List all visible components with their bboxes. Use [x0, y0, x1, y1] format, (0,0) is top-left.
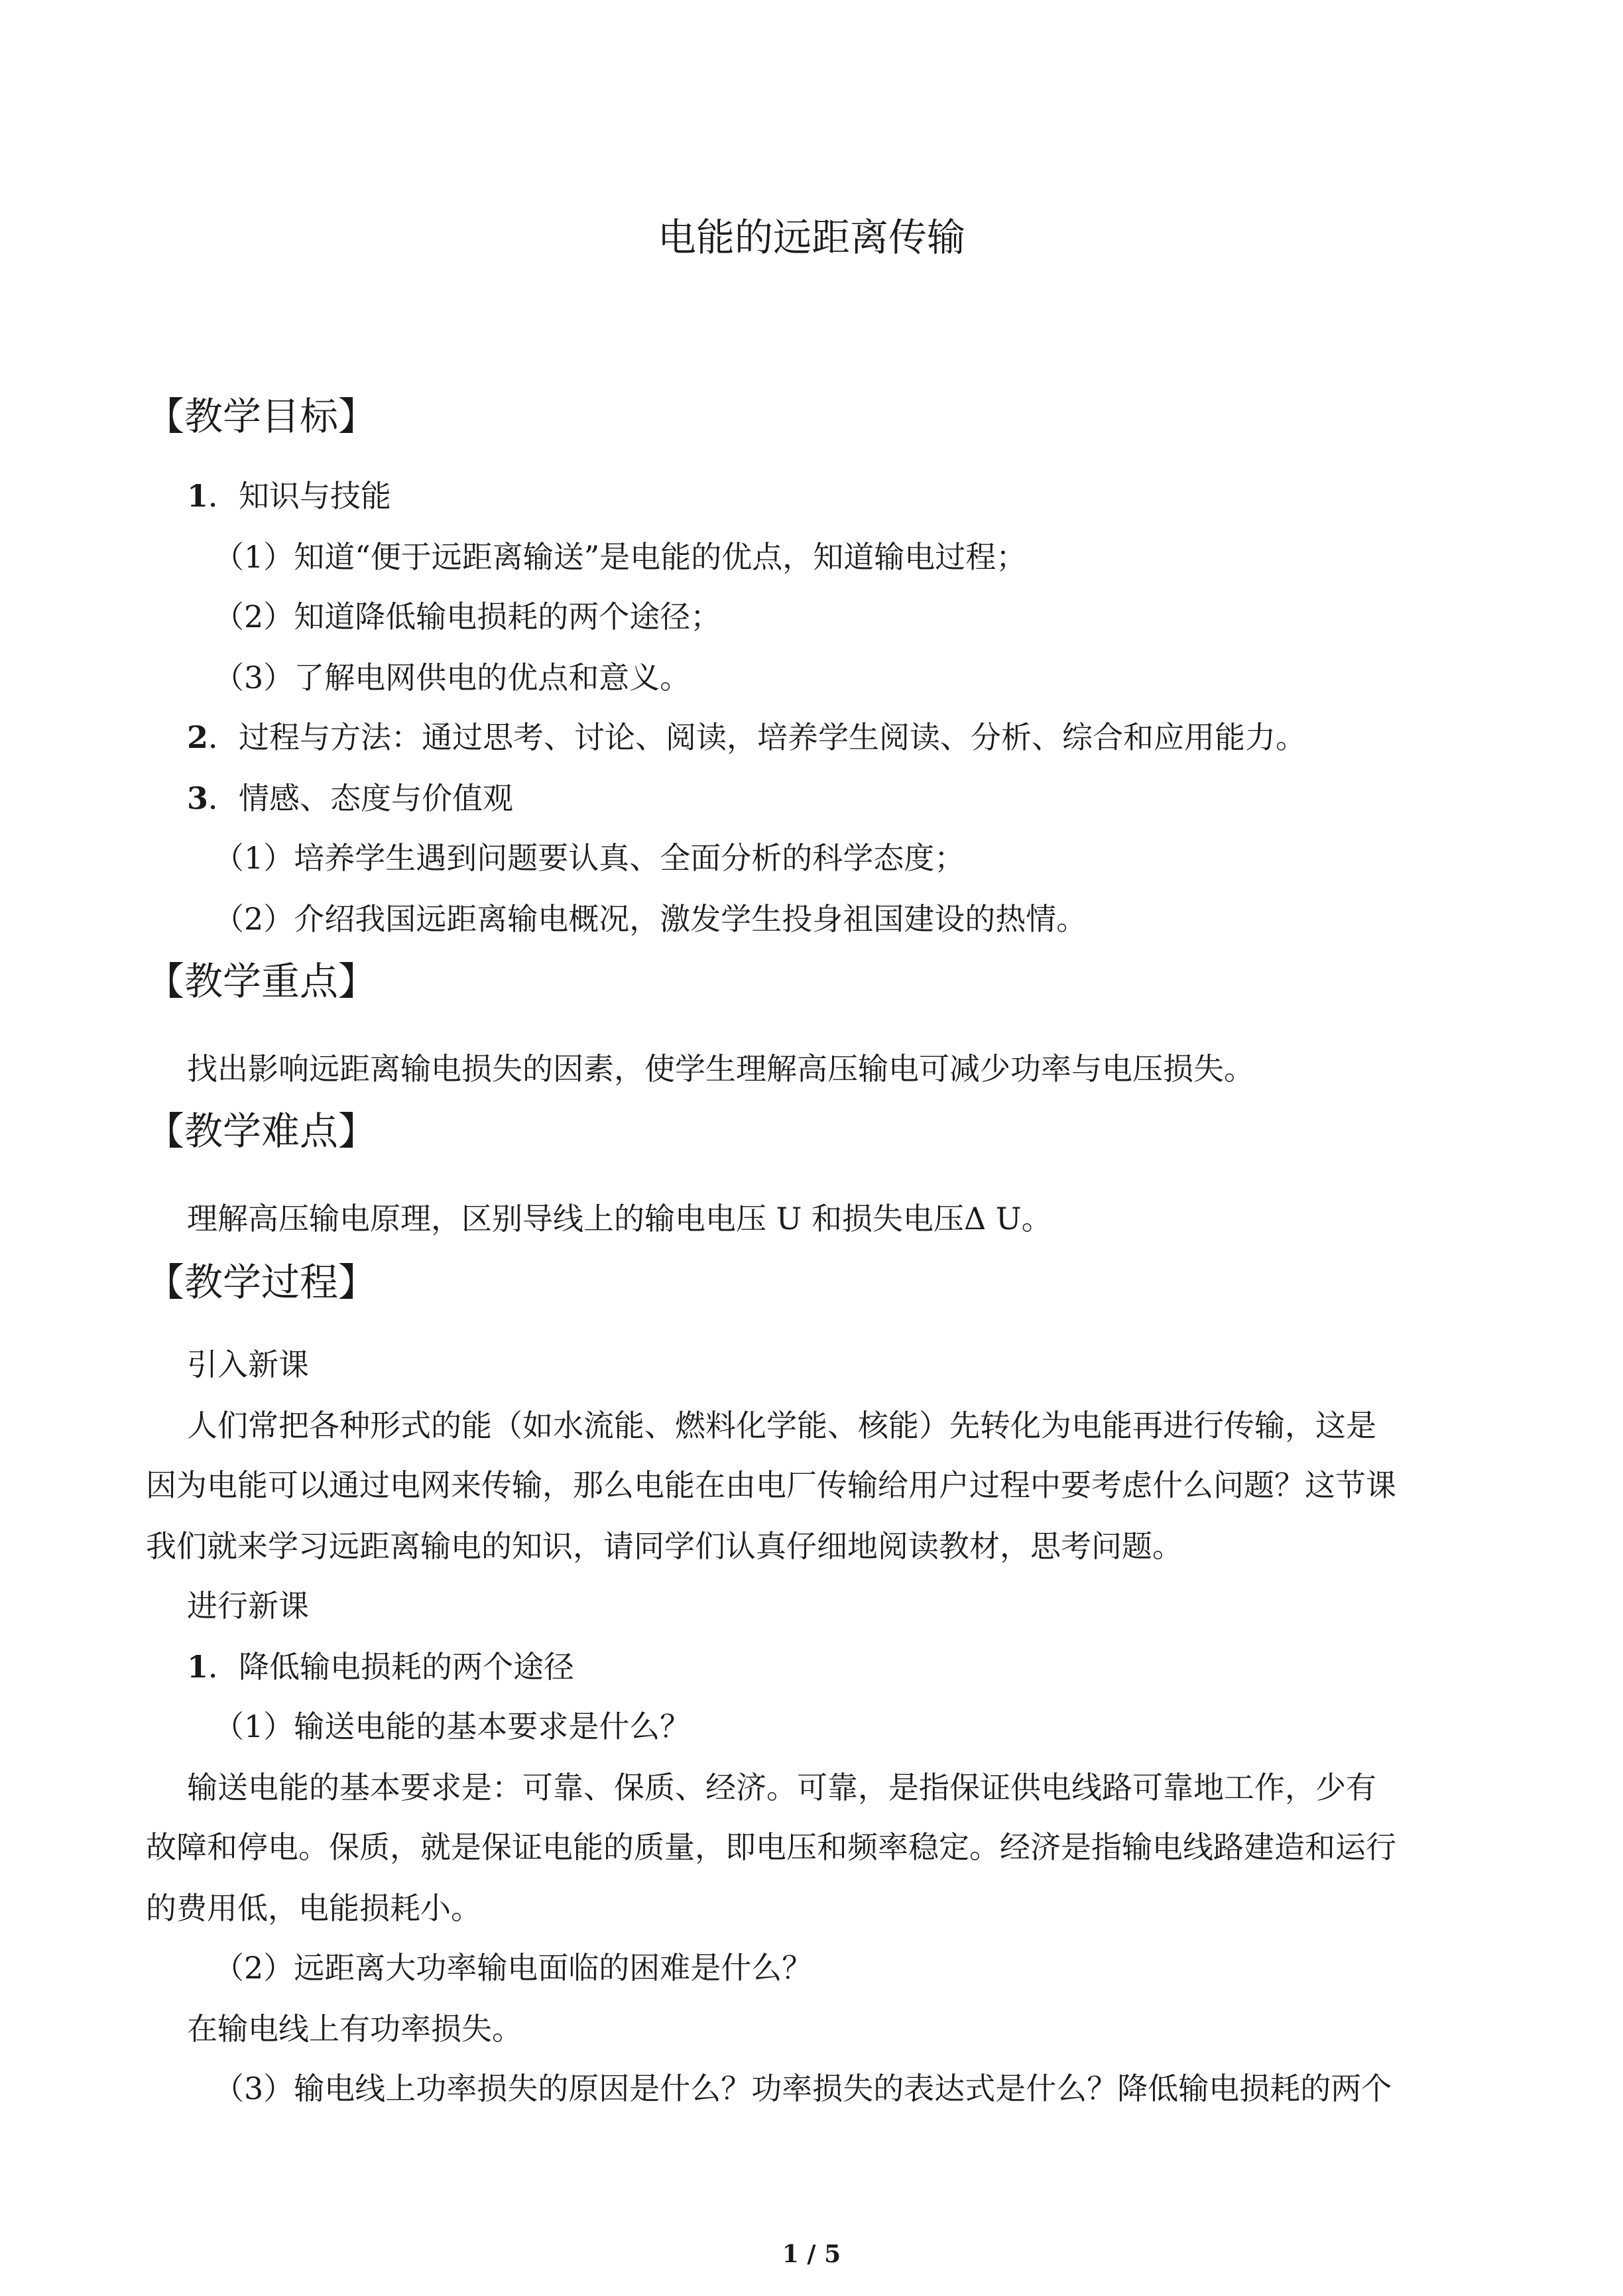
- goal-item-3-sub-1: （1）培养学生遇到问题要认真、全面分析的科学态度；: [213, 840, 965, 876]
- heading-key-points: 【教学重点】: [146, 959, 377, 1004]
- goal-item-2: [187, 716, 1306, 758]
- answer-1-line-1: 输送电能的基本要求是：可靠、保质、经济。可靠，是指保证供电线路可靠地工作，少有: [187, 1770, 1376, 1805]
- step-1-text: ．降低输电损耗的两个途径: [208, 1649, 575, 1685]
- intro-paragraph-line-3: 我们就来学习远距离输电的知识，请同学们认真仔细地阅读教材，思考问题。: [146, 1528, 1183, 1564]
- intro-paragraph-line-2: 因为电能可以通过电网来传输，那么电能在由电厂传输给用户过程中要考虑什么问题？这节课: [146, 1467, 1396, 1503]
- step-1-number: 1: [187, 1649, 209, 1685]
- question-2: （2）远距离大功率输电面临的困难是什么？: [213, 1950, 813, 1986]
- goal-item-1-sub-1: （1）知道“便于远距离输送”是电能的优点，知道输电过程；: [213, 539, 1027, 575]
- intro-label: 引入新课: [187, 1347, 309, 1382]
- answer-2: 在输电线上有功率损失。: [187, 2011, 522, 2047]
- goal-item-1-number: 1: [187, 478, 209, 514]
- difficulties-text: 理解高压输电原理，区别导线上的输电电压 U 和损失电压Δ U。: [187, 1201, 1052, 1237]
- answer-1-line-2: 故障和停电。保质，就是保证电能的质量，即电压和频率稳定。经济是指输电线路建造和运行: [146, 1829, 1396, 1865]
- goal-item-1-sub-3: （3）了解电网供电的优点和意义。: [213, 660, 691, 695]
- step-1: [187, 1646, 574, 1688]
- heading-process: 【教学过程】: [146, 1260, 377, 1305]
- heading-difficulties: 【教学难点】: [146, 1109, 377, 1154]
- new-lesson-label: 进行新课: [187, 1588, 309, 1624]
- question-1: （1）输送电能的基本要求是什么？: [213, 1709, 691, 1744]
- document-title: 电能的远距离传输: [657, 215, 965, 260]
- goal-item-3-text: ．情感、态度与价值观: [208, 780, 514, 816]
- key-points-text: 找出影响远距离输电损失的因素，使学生理解高压输电可减少功率与电压损失。: [187, 1051, 1254, 1087]
- question-3: （3）输电线上功率损失的原因是什么？功率损失的表达式是什么？降低输电损耗的两个: [213, 2071, 1392, 2106]
- goal-item-3: [187, 777, 513, 819]
- goal-item-1: [187, 475, 391, 517]
- heading-teaching-goals: 【教学目标】: [146, 394, 377, 439]
- goal-item-2-number: 2: [187, 719, 209, 755]
- intro-paragraph-line-1: 人们常把各种形式的能（如水流能、燃料化学能、核能）先转化为电能再进行传输，这是: [187, 1408, 1376, 1443]
- goal-item-2-text: ．过程与方法：通过思考、讨论、阅读，培养学生阅读、分析、综合和应用能力。: [208, 719, 1307, 755]
- page-number: 1 / 5: [782, 2240, 841, 2268]
- goal-item-1-sub-2: （2）知道降低输电损耗的两个途径；: [213, 599, 721, 634]
- goal-item-3-number: 3: [187, 780, 209, 816]
- goal-item-3-sub-2: （2）介绍我国远距离输电概况，激发学生投身祖国建设的热情。: [213, 901, 1087, 937]
- answer-1-line-3: 的费用低，电能损耗小。: [146, 1890, 481, 1926]
- goal-item-1-text: ．知识与技能: [208, 478, 392, 514]
